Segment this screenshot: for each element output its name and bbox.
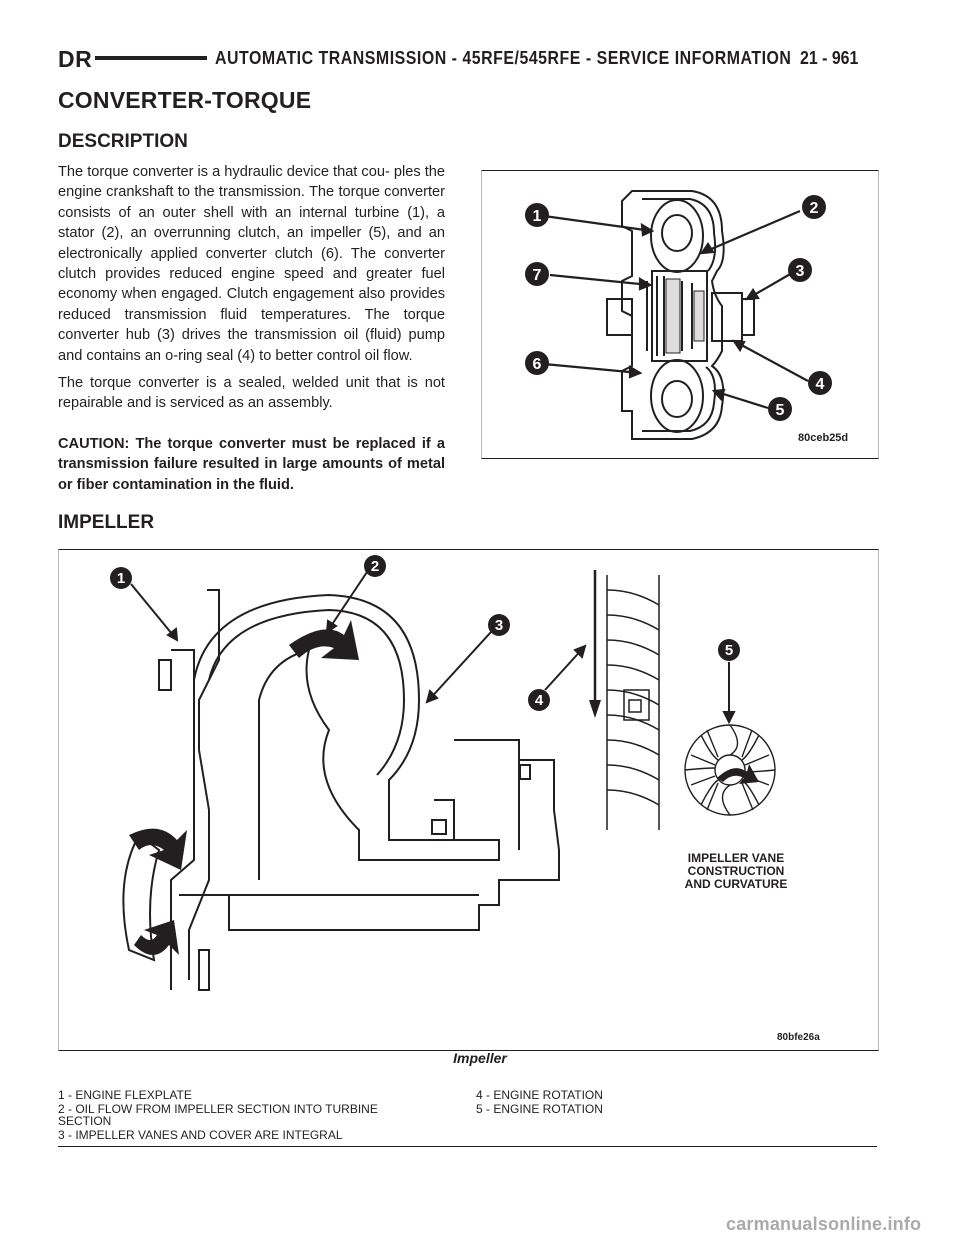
callout-3: 3 (795, 263, 805, 280)
callout-5: 5 (775, 402, 785, 419)
header-title: AUTOMATIC TRANSMISSION - 45RFE/545RFE - SERVICE INFORMATION (215, 47, 792, 68)
impeller-heading: IMPELLER (58, 512, 155, 533)
caution-paragraph: CAUTION: The torque converter must be replaced if a transmission failure resulted in large amounts of metal or fiber contamination in the fluid. (58, 436, 445, 493)
impeller-figure (58, 549, 879, 1051)
legend-item-4: 4 - ENGINE ROTATION (476, 1088, 603, 1102)
legend-item-1: 1 - ENGINE FLEXPLATE (58, 1088, 192, 1102)
torque-converter-figure (481, 170, 879, 459)
watermark: carmanualsonline.info (726, 1214, 922, 1234)
description-paragraph-1: The torque converter is a hydraulic device that cou- ples the engine crankshaft to the transmission. The torque converter consists of an outer shell with an internal turbine (1), a stator (2), an overrunning clutch, an impeller (5), and an electronically applied converter clutch (6). The converter clutch provides reduced engine speed and greater fuel economy when engaged. Clutch engagement also provides reduced transmission fluid temperatures. The torque converter hub (3) drives the transmission oil (fluid) pump and contains an o-ring seal (4) to better control oil flow. (58, 164, 445, 364)
impeller-callout-5: 5 (724, 642, 734, 659)
inset-label-line-2: CONSTRUCTION (687, 864, 785, 878)
description-heading: DESCRIPTION (58, 131, 188, 152)
callout-1: 1 (532, 208, 542, 225)
impeller-drawing (59, 550, 878, 1050)
inset-label-line-3: AND CURVATURE (684, 877, 788, 891)
figure2-code: 80bfe26a (777, 1032, 820, 1043)
inset-label-line-1: IMPELLER VANE (687, 851, 785, 865)
impeller-callout-4: 4 (534, 692, 544, 709)
impeller-callout-2: 2 (370, 558, 380, 575)
callout-6: 6 (532, 356, 542, 373)
impeller-callout-1: 1 (116, 570, 126, 587)
figure-caption: Impeller (453, 1050, 507, 1066)
figure1-code: 80ceb25d (798, 432, 849, 444)
callout-4: 4 (815, 376, 825, 393)
callout-7: 7 (532, 267, 542, 284)
legend-bottom-rule (58, 1146, 877, 1147)
header-page-number: 21 - 961 (800, 47, 859, 68)
legend-item-5: 5 - ENGINE ROTATION (476, 1102, 603, 1116)
impeller-callout-3: 3 (494, 617, 504, 634)
callout-2: 2 (809, 200, 819, 217)
legend-item-2: 2 - OIL FLOW FROM IMPELLER SECTION INTO TURBINE SECTION (58, 1102, 378, 1128)
legend-item-3: 3 - IMPELLER VANES AND COVER ARE INTEGRAL (58, 1128, 343, 1142)
torque-converter-drawing (482, 171, 878, 458)
description-paragraph-2: The torque converter is a sealed, welded unit that is not repairable and is serviced as an assembly. (58, 375, 445, 412)
header-dr: DR (58, 46, 93, 72)
section-title: CONVERTER-TORQUE (58, 87, 312, 113)
header-rule (95, 56, 207, 60)
